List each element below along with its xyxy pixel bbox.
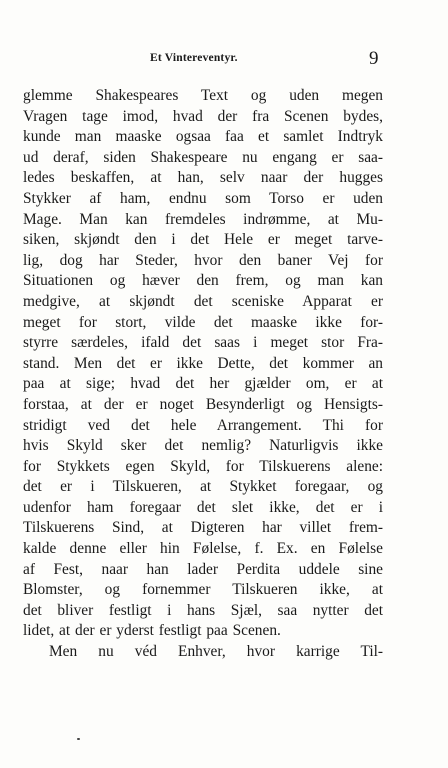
text-line: paa at sige; hvad det her gjælder om, er at	[23, 375, 383, 393]
page-header	[0, 44, 448, 74]
page-number: 9	[369, 48, 379, 69]
text-line: stand. Men det er ikke Dette, det kommer an	[23, 354, 383, 372]
text-line: medgive, at skjøndt det sceniske Apparat er	[23, 292, 383, 310]
text-line: Vragen tage imod, hvad der fra Scenen bydes,	[23, 107, 383, 125]
text-line: Mage. Man kan fremdeles indrømme, at Mu-	[23, 210, 383, 228]
text-line: Situationen og hæver den frem, og man kan	[23, 272, 383, 290]
text-line: styrre særdeles, ifald det saas i meget stor Fra-	[23, 334, 383, 352]
print-speck	[77, 738, 80, 740]
text-line: kunde man maaske ogsaa faa et samlet Indtryk	[23, 128, 383, 146]
text-line: siken, skjøndt den i det Hele er meget tarve-	[23, 231, 383, 249]
text-line: kalde denne eller hin Følelse, f. Ex. en Følelse	[23, 540, 383, 558]
text-line: Tilskuerens Sind, at Digteren har villet frem-	[23, 519, 383, 537]
text-line: lidet, at der er yderst festligt paa Scenen.	[23, 622, 281, 640]
text-line: ledes beskaffen, at han, selv naar der hugges	[23, 169, 383, 187]
text-line: forstaa, at der er noget Besynderligt og Hensigts-	[23, 395, 383, 413]
text-line: det er i Tilskueren, at Stykket foregaar, og	[23, 478, 383, 496]
text-line: udenfor ham foregaar det slet ikke, det er i	[23, 498, 383, 516]
body-text	[23, 86, 383, 663]
text-line: ud deraf, siden Shakespeare nu engang er saa-	[23, 148, 383, 166]
text-line: meget for stort, vilde det maaske ikke for-	[23, 313, 383, 331]
text-line: stridigt ved det hele Arrangement. Thi for	[23, 416, 383, 434]
running-title: Et Vintereventyr.	[150, 52, 238, 64]
text-line: Blomster, og fornemmer Tilskueren ikke, at	[23, 581, 383, 599]
text-line: Stykker af ham, endnu som Torso er uden	[23, 189, 383, 207]
text-line: for Stykkets egen Skyld, for Tilskuerens alene:	[23, 457, 383, 475]
paragraph-first-line: Men nu véd Enhver, hvor karrige Til-	[49, 643, 383, 661]
text-line: det bliver festligt i hans Sjæl, saa nytter det	[23, 601, 383, 619]
text-line: hvis Skyld sker det nemlig? Naturligvis ikke	[23, 437, 383, 455]
text-line: lig, dog har Steder, hvor den baner Vej for	[23, 251, 383, 269]
text-line: af Fest, naar han lader Perdita uddele sine	[23, 560, 383, 578]
text-line: glemme Shakespeares Text og uden megen	[23, 87, 383, 104]
